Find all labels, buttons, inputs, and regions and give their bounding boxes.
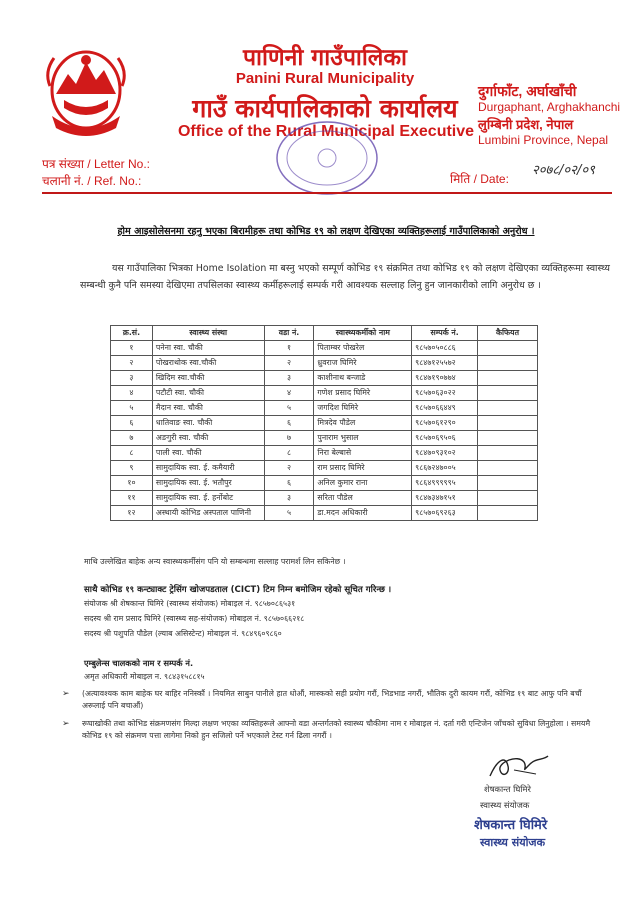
advisory-bullet (62, 688, 607, 712)
table-row (111, 506, 538, 521)
cell-staff-name: पिताम्बर पोखरेल (314, 341, 412, 356)
cell-staff-name: ध्रुवराज घिमिरे (314, 356, 412, 371)
cell-sn: ३ (111, 371, 153, 386)
name-stamp: शेषकान्त घिमिरे (474, 818, 548, 833)
cell-contact: ९८४७१२५५७२ (412, 356, 478, 371)
date-label: मिति / Date: (450, 172, 509, 186)
cell-ward: १ (264, 341, 314, 356)
cell-sn: ६ (111, 416, 153, 431)
cell-staff-name: गणेश प्रसाद घिमिरे (314, 386, 412, 401)
cict-member: सदस्य श्री पशुपति पौडेल (ल्याब असिस्टेन्ट) मोबाइल नं. ९८४९६०९८६० (84, 629, 282, 638)
cict-member: सदस्य श्री राम प्रसाद घिमिरे (स्वास्थ्य सह-संयोजक) मोबाइल नं. ९८५७०६६२१८ (84, 614, 305, 623)
cell-contact: ९८४७१९०७७४ (412, 371, 478, 386)
cell-sn: २ (111, 356, 153, 371)
cell-staff-name: सरिता पौडेल (314, 491, 412, 506)
cell-contact: ९८६७२४७००५ (412, 461, 478, 476)
role-stamp: स्वास्थ्य संयोजक (480, 836, 546, 849)
table-row (111, 431, 538, 446)
cell-contact: ९८४७३४७१५१ (412, 491, 478, 506)
cell-ward: ६ (264, 476, 314, 491)
cell-institution: धातिवाङ स्वा. चौकी (152, 416, 264, 431)
cell-ward: ६ (264, 416, 314, 431)
cell-staff-name: अनिल कुमार राना (314, 476, 412, 491)
address-en: Durgaphant, Arghakhanchi (478, 100, 621, 114)
cell-institution: मैदान स्वा. चौकी (152, 401, 264, 416)
table-row (111, 371, 538, 386)
cell-remarks (478, 416, 538, 431)
cell-sn: ११ (111, 491, 153, 506)
cell-remarks (478, 431, 538, 446)
cell-contact: ९८५७०६६४४९ (412, 401, 478, 416)
arrow-bullet-icon: ➢ (62, 689, 70, 699)
cell-contact: ९८५७०६९५०६ (412, 431, 478, 446)
table-row (111, 461, 538, 476)
cell-sn: ५ (111, 401, 153, 416)
cell-sn: ९ (111, 461, 153, 476)
cell-institution: सामुदायिक स्वा. ई. हर्नोबोट (152, 491, 264, 506)
cell-remarks (478, 401, 538, 416)
cell-sn: १ (111, 341, 153, 356)
table-row (111, 341, 538, 356)
cell-institution: पाली स्वा. चौकी (152, 446, 264, 461)
address-np: दुर्गाफाँट, अर्घाखाँची (478, 83, 577, 99)
cell-staff-name: काशीनाथ बन्जाडे (314, 371, 412, 386)
cell-remarks (478, 371, 538, 386)
cell-staff-name: राम प्रसाद घिमिरे (314, 461, 412, 476)
ambulance-heading: एम्बुलेन्स चालकको नाम र सम्पर्क नं. (84, 658, 194, 668)
cell-ward: ८ (264, 446, 314, 461)
cell-institution: खिदिम स्वा.चौकी (152, 371, 264, 386)
table-header-row (111, 326, 538, 341)
municipality-title-en: Panini Rural Municipality (235, 70, 415, 87)
cell-ward: ४ (264, 386, 314, 401)
cell-contact: ९८५७०६१२९० (412, 416, 478, 431)
cell-staff-name: पुनाराम भुसाल (314, 431, 412, 446)
subject-line: होम आइसोलेसनमा रहनु भएका बिरामीहरू तथा कोभिड १९ को लक्षण देखिएका व्यक्तिहरूलाई गाउँपालिकाको अनुरोध । (117, 226, 535, 237)
table-row (111, 356, 538, 371)
cell-sn: ४ (111, 386, 153, 401)
cell-institution: पोखराथोक स्वा.चौकी (152, 356, 264, 371)
cell-ward: ३ (264, 371, 314, 386)
table-row (111, 476, 538, 491)
table-row (111, 416, 538, 431)
cell-sn: १२ (111, 506, 153, 521)
cell-remarks (478, 386, 538, 401)
col-remarks: कैफियत (478, 326, 538, 341)
office-stamp-icon (272, 118, 382, 198)
cell-contact: ९८५७०५०८८६ (412, 341, 478, 356)
signatory-role: स्वास्थ्य संयोजक (480, 800, 530, 810)
office-title-en: Office of the Rural Municipal Executive (177, 123, 475, 140)
cell-ward: ३ (264, 491, 314, 506)
cell-institution: पटौटी स्वा. चौकी (152, 386, 264, 401)
table-row (111, 401, 538, 416)
advisory-text: रूघाखोकी तथा कोभिड संक्रमणसंग मिल्दा लक्षण भएका व्यक्तिहरूले आफ्नो वडा अन्तर्गतको स्वास्थ्य चौकीमा नाम र मोबाइल नं. दर्ता गरी एन्टिजेन जाँचको सुविधा लिनुहोला । समयमै कोभिड १९ को संक्रमण पत्ता लागेमा निको हुन सजिलो पर्ने भएकाले टेस्ट गर्न ढिला नगरौं । (82, 719, 591, 740)
cell-remarks (478, 356, 538, 371)
cict-member: संयोजक श्री शेषकान्त घिमिरे (स्वास्थ्य संयोजक) मोबाइल नं. ९८५७०८६५३१ (84, 599, 296, 608)
ambulance-driver: अमृत अधिकारी मोबाइल न. ९८४३१५८८१५ (84, 672, 205, 681)
cict-heading: साथै कोभिड १९ कन्ट्याक्ट ट्रेसिंग खोजपडताल (CICT) टिम निम्न बमोजिम रहेको सूचित गरिन्छ । (84, 585, 392, 595)
cell-ward: २ (264, 356, 314, 371)
arrow-bullet-icon: ➢ (62, 719, 70, 729)
cell-remarks (478, 446, 538, 461)
ref-no-label: चलानी नं. / Ref. No.: (42, 174, 142, 188)
cell-institution: अङगुरी स्वा. चौकी (152, 431, 264, 446)
cell-ward: ७ (264, 431, 314, 446)
intro-paragraph: यस गाउँपालिका भित्रका Home Isolation मा बस्नु भएको सम्पूर्ण कोभिड १९ संक्रमित तथा कोभिड १९ को लक्षण देखिएका व्यक्तिहरूमा स्वास्थ्य सम्बन्धी कुनै पनि समस्या देखिएमा तपसिलका स्वास्थ्य कर्मीहरूलाई सम्पर्क गरी आवश्यक सल्लाह लिनु हुन जानकारीको लागि अनुरोध छ । (80, 263, 610, 291)
province-np: लुम्बिनी प्रदेश, नेपाल (478, 117, 574, 132)
table-note: माथि उल्लेखित बाहेक अन्य स्वास्थ्यकर्मीसंग पनि यो सम्बन्धमा सल्लाह परामर्श लिन सकिनेछ । (84, 557, 346, 566)
municipality-title-np: पाणिनी गाउँपालिका (242, 45, 408, 71)
cell-ward: ५ (264, 401, 314, 416)
col-sn: क्र.सं. (111, 326, 153, 341)
cell-contact: ९८५७०६९२६३ (412, 506, 478, 521)
cell-staff-name: डा.मदन अधिकारी (314, 506, 412, 521)
advisory-text: (अत्यावश्यक काम बाहेक घर बाहिर ननिस्कौं । नियमित साबुन पानीले हात धोऔं, मास्कको सही प्रयोग गरौं, भिडभाड नगरौं, भौतिक दुरी कायम गरौं, कोभिड १९ बाट आफु पनि बचौं अरूलाई पनि बचाऔं) (82, 689, 582, 710)
cell-sn: १० (111, 476, 153, 491)
cell-remarks (478, 491, 538, 506)
cell-remarks (478, 506, 538, 521)
cell-staff-name: मित्रदेव पौडेल (314, 416, 412, 431)
cell-ward: ५ (264, 506, 314, 521)
cell-ward: २ (264, 461, 314, 476)
signatory-name: शेषकान्त घिमिरे (484, 784, 531, 794)
advisory-bullet (62, 718, 607, 742)
province-en: Lumbini Province, Nepal (478, 133, 609, 147)
emblem-icon (42, 40, 130, 144)
cell-staff-name: जगदिश घिमिरे (314, 401, 412, 416)
cell-institution: पनेना स्वा. चौकी (152, 341, 264, 356)
table-row (111, 446, 538, 461)
cell-remarks (478, 341, 538, 356)
col-staff-name: स्वास्थ्यकर्मीको नाम (314, 326, 412, 341)
table-row (111, 491, 538, 506)
cell-institution: सामुदायिक स्वा. ई. कमैयारी (152, 461, 264, 476)
letter-no-label: पत्र संख्या / Letter No.: (42, 157, 151, 171)
col-institution: स्वास्थ्य संस्था (152, 326, 264, 341)
cell-sn: ७ (111, 431, 153, 446)
signature-icon (484, 752, 554, 784)
cell-institution: अस्थायी कोभिड अस्पताल पाणिनी (152, 506, 264, 521)
cell-institution: सामुदायिक स्वा. ई. भतौपुर (152, 476, 264, 491)
cell-contact: ९८५७०६३०२२ (412, 386, 478, 401)
cell-sn: ८ (111, 446, 153, 461)
cell-remarks (478, 461, 538, 476)
cell-contact: ९८४७०९३१०२ (412, 446, 478, 461)
table-row (111, 386, 538, 401)
cell-staff-name: निरा बेल्बासे (314, 446, 412, 461)
health-staff-table (110, 325, 538, 521)
cell-contact: ९८६४९९९९९५ (412, 476, 478, 491)
col-ward: वडा नं. (264, 326, 314, 341)
header-divider (42, 192, 612, 194)
date-value: २०७८/०२/०९ (532, 163, 595, 178)
col-contact: सम्पर्क नं. (412, 326, 478, 341)
cell-remarks (478, 476, 538, 491)
office-title-np: गाउँ कार्यपालिकाको कार्यालय (192, 94, 458, 123)
